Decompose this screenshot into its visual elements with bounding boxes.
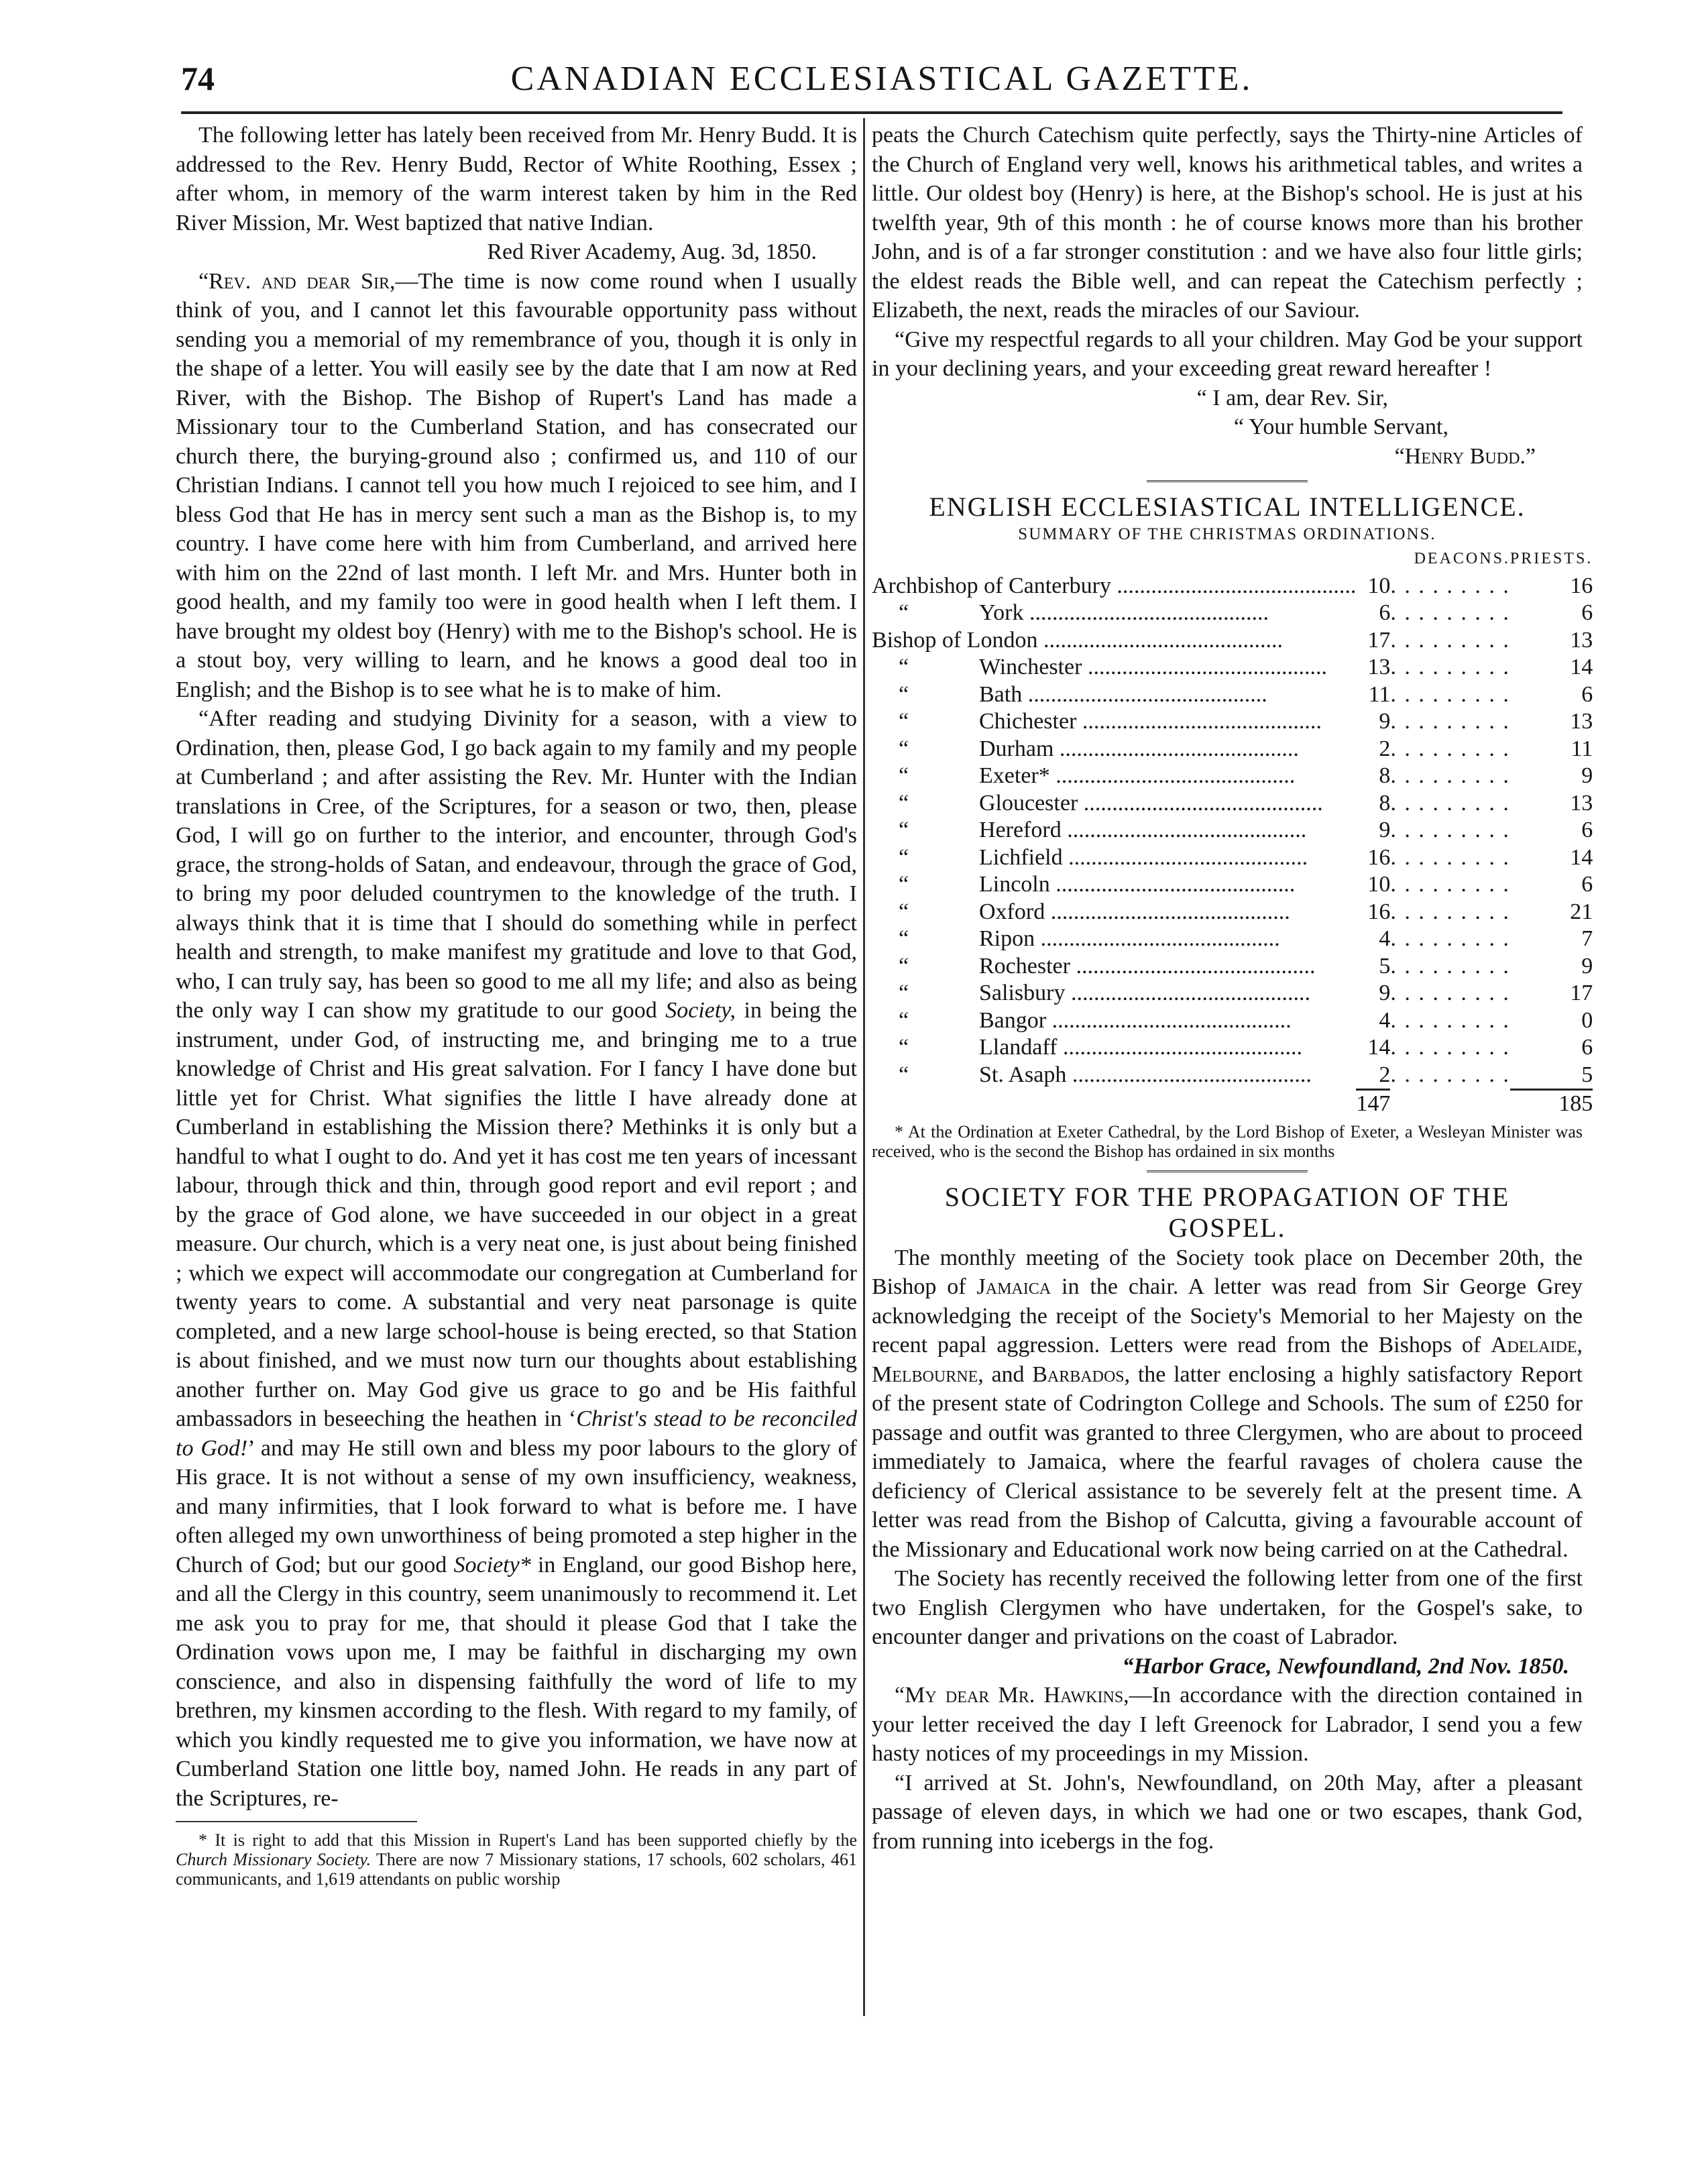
section-divider: [1147, 480, 1308, 482]
leader-dots: ..........................................: [1070, 953, 1316, 979]
ordination-row: [872, 708, 1593, 736]
ordination-footnote: * At the Ordination at Exeter Cathedral, by the Lord Bishop of Exeter, a Wesleyan Minister was received, who is the second the Bishop has ordained in six months: [872, 1121, 1583, 1161]
diocese-label: Salisbury: [979, 981, 1066, 1005]
ditto-mark: “: [899, 1035, 909, 1060]
diocese-label: St. Asaph: [979, 1062, 1067, 1088]
leader-dots: . . . . . . . . .: [1390, 872, 1510, 897]
page-header: [181, 59, 1583, 106]
footnote-rule: [176, 1821, 417, 1822]
leader-dots: . . . . . . . . .: [1390, 655, 1510, 679]
priests-count: 5: [1581, 1062, 1593, 1087]
diocese-name: [872, 654, 1356, 681]
diocese-name: [872, 708, 1356, 736]
ordination-row: [872, 844, 1593, 872]
leader-dots: ..........................................: [1046, 1007, 1292, 1033]
ditto-mark: “: [899, 872, 909, 897]
priests-count: 21: [1570, 899, 1593, 924]
ditto-mark: “: [899, 655, 909, 679]
jamaica-smallcaps: Jamaica: [976, 1274, 1051, 1299]
ditto-mark: “: [899, 981, 909, 1005]
society-footnote-ref: Society*: [453, 1552, 531, 1577]
ordination-row: [872, 1062, 1593, 1090]
diocese-label: Bangor: [979, 1007, 1047, 1033]
priests-count: 11: [1571, 736, 1593, 761]
footnote-text-b: There are now 7 Missionary stations, 17 schools, 602 scholars, 461 communicants, and 1,619 attendants on public worship: [176, 1850, 858, 1889]
footnote-text-a: * It is right to add that this Mission in Rupert's Land has been supported chiefly by the: [198, 1830, 857, 1850]
page-number: 74: [181, 60, 215, 97]
leader-dots: ..........................................: [1078, 790, 1323, 816]
leader-dots: ..........................................: [1111, 573, 1357, 598]
ditto-mark: “: [899, 709, 909, 734]
diocese-name: [872, 573, 1356, 600]
leader-dots: ..........................................: [1035, 926, 1280, 951]
diocese-label: Exeter*: [979, 763, 1050, 788]
letter-salutation: “Rev. and dear Sir,: [198, 268, 396, 294]
intro-paragraph: The following letter has lately been received from Mr. Henry Budd. It is addressed to the Rev. Henry Budd, Rector of White Roothing, Essex ; after whom, in memory of the warm interest taken by him in the Red River Mission, Mr. West baptized that native Indian.: [176, 123, 857, 235]
ditto-mark: “: [899, 681, 909, 707]
diocese-name: [872, 763, 1356, 790]
column-divider: [863, 118, 865, 2016]
letter-body-2b: in being the instrument, under God, of instructing me, and bringing me to a true knowledge of Christ and His great salvation. For I fancy I have done but little yet for Christ. What signifies the little I have already done at Cumberland in establishing the Mission there? Methinks it is only but a handful to what I ought to do. And yet it has cost me ten years of incessant labour, through thick and thin, through good report and evil report ; and by the grace of God alone, we have succeeded in our object in a great measure. Our church, which is a very neat one, is just about being finished ; which we expect will accommodate our congregation at Cumberland for twenty years to come. A substantial and very neat parsonage is quite completed, and a new large school-house is being erected, so that Station is about finished, and we must now turn our thoughts about establishing another further on. May God give us grace to go and be His faithful ambassadors in beseeching the heathen in ‘: [176, 998, 857, 1431]
priests-count: 6: [1581, 818, 1593, 842]
deacons-count: 9: [1379, 981, 1391, 1005]
leader-dots: ..........................................: [1066, 1062, 1312, 1088]
priests-count: 13: [1570, 790, 1593, 816]
diocese-label: Gloucester: [979, 790, 1078, 816]
priests-column-header: PRIESTS.: [1510, 550, 1593, 567]
diocese-name: [872, 1034, 1356, 1062]
deacons-count: 10: [1367, 872, 1391, 897]
diocese-label: Oxford: [979, 899, 1045, 924]
priests-count: 6: [1581, 872, 1593, 897]
closing-line-2: “ Your humble Servant,: [1233, 414, 1448, 439]
ordination-row: [872, 871, 1593, 899]
ordination-row: [872, 627, 1593, 655]
diocese-label: Durham: [979, 736, 1054, 761]
diocese-name: [872, 980, 1356, 1007]
ordination-row: [872, 953, 1593, 981]
leader-dots: . . . . . . . . .: [1390, 1007, 1510, 1033]
diocese-label: Archbishop of Canterbury: [872, 573, 1111, 598]
leader-dots: ..........................................: [1076, 709, 1322, 734]
spg-paragraph-1: [872, 1243, 1583, 1565]
priests-count: 9: [1581, 763, 1593, 788]
diocese-label: Hereford: [979, 818, 1062, 842]
ordination-row: [872, 654, 1593, 681]
leader-dots: . . . . . . . . .: [1390, 736, 1510, 761]
leader-dots: . . . . . . . . .: [1390, 926, 1510, 951]
deacons-count: 2: [1379, 1062, 1391, 1087]
diocese-name: [872, 790, 1356, 818]
totals-gap: [1390, 1090, 1510, 1118]
diocese-label: Lichfield: [979, 844, 1063, 870]
deacons-count: 10: [1367, 573, 1391, 598]
ordination-row: [872, 980, 1593, 1007]
diocese-name: [872, 600, 1356, 627]
ordination-row: [872, 1007, 1593, 1035]
spg-text-a: The monthly meeting of the Society took place on December 20th, the Bishop of: [872, 1245, 1583, 1299]
diocese-name: [872, 627, 1356, 655]
ordination-row: [872, 926, 1593, 953]
spg-heading-line-2: GOSPEL.: [1168, 1212, 1286, 1243]
diocese-name: [872, 899, 1356, 926]
leader-dots: . . . . . . . . .: [1390, 1035, 1510, 1060]
diocese-label: Lincoln: [979, 872, 1050, 897]
diocese-label: Rochester: [979, 953, 1070, 979]
hawkins-salutation: “My dear Mr. Hawkins,: [895, 1683, 1129, 1708]
letter-continuation: peats the Church Catechism quite perfectly, says the Thirty-nine Articles of the Church of England very well, knows his arithmetical tables, and writes a little. Our oldest boy (Henry) is here, at the Bishop's school. He is just at his twelfth year, 9th of this month : he of course knows more than his brother John, and is of a far stronger constitution : and we have also four little girls; the eldest reads the Bible well, and can repeat the Catechism perfectly ; Elizabeth, the next, reads the miracles of our Saviour.: [872, 123, 1583, 323]
deacons-count: 2: [1379, 736, 1391, 761]
hawkins-body: —In accordance with the direction contained in your letter received the day I left Greenock for Labrador, I send you a few hasty notices of my proceedings in my Mission.: [872, 1683, 1583, 1766]
ditto-mark: “: [899, 1007, 909, 1033]
leader-dots: . . . . . . . . .: [1390, 818, 1510, 842]
priests-count: 9: [1581, 953, 1593, 979]
regards-paragraph: “Give my respectful regards to all your children. May God be your support in your declining years, and your exceeding great reward hereafter !: [872, 327, 1583, 381]
ordinations-table: [872, 545, 1593, 1118]
ditto-mark: “: [899, 600, 909, 625]
deacons-count: 16: [1367, 899, 1391, 924]
right-column: [872, 121, 1593, 1856]
spg-heading-line-1: SOCIETY FOR THE PROPAGATION OF THE: [944, 1181, 1510, 1212]
leader-dots: . . . . . . . . .: [1390, 790, 1510, 816]
priests-count: 6: [1581, 600, 1593, 625]
spg-paragraph-2: The Society has recently received the following letter from one of the first two English Clergymen who have undertaken, for the Gospel's sake, to encounter danger and privations on the coast of Labrador.: [872, 1566, 1583, 1649]
ditto-mark: “: [899, 790, 909, 816]
ditto-mark: “: [899, 844, 909, 870]
deacons-count: 4: [1379, 926, 1391, 951]
deacons-count: 11: [1368, 681, 1391, 707]
leader-dots: ..........................................: [1045, 899, 1290, 924]
diocese-name: [872, 817, 1356, 844]
priests-count: 6: [1581, 1035, 1593, 1060]
priests-count: 16: [1570, 573, 1593, 598]
diocese-name: [872, 926, 1356, 953]
ditto-mark: “: [899, 1062, 909, 1088]
diocese-label: Bishop of London: [872, 627, 1038, 653]
left-column: [176, 121, 857, 1889]
ordinations-header-row: [872, 545, 1593, 573]
ditto-mark: “: [899, 899, 909, 924]
leader-dots: . . . . . . . . .: [1390, 600, 1510, 625]
deacons-count: 8: [1379, 763, 1391, 788]
footnote-italic: Church Missionary Society.: [176, 1850, 371, 1869]
diocese-name: [872, 871, 1356, 899]
letter-body-2c: ’ and may He still own and bless my poor labours to the glory of His grace. It is not without a sense of my own insufficiency, weakness, and many infirmities, that I look forward to what is before me. I have often alleged my own unworthiness of being promoted a step higher in the Church of God; but our good: [176, 1435, 858, 1577]
diocese-label: Ripon: [979, 926, 1035, 951]
deacons-count: 16: [1367, 844, 1391, 870]
footnote: [176, 1830, 857, 1889]
section-divider-2: [1147, 1170, 1308, 1172]
deacons-count: 9: [1379, 709, 1391, 734]
diocese-name: [872, 681, 1356, 709]
diocese-label: Llandaff: [979, 1035, 1058, 1060]
leader-dots: . . . . . . . . .: [1390, 844, 1510, 870]
leader-dots: ..........................................: [1082, 655, 1327, 679]
deacons-count: 13: [1367, 655, 1391, 679]
christ-quote-italic: Christ's stead to be reconciled to God!: [176, 1406, 858, 1461]
diocese-name: [872, 844, 1356, 872]
deacons-count: 17: [1367, 627, 1391, 653]
ordination-row: [872, 763, 1593, 790]
priests-count: 13: [1570, 709, 1593, 734]
ditto-mark: “: [899, 763, 909, 788]
totals-spacer: [872, 1090, 1356, 1118]
letter-body-1: —The time is now come round when I usually think of you, and I cannot let this favourable opportunity pass without sending you a memorial of my remembrance of you, though it is only in the shape of a letter. You will easily see by the date that I am now at Red River, with the Bishop. The Bishop of Rupert's Land has made a Missionary tour to the Cumberland Station, and has consecrated our church there, the burying-ground also ; confirmed us, and 110 of our Christian Indians. I cannot tell you how much I rejoiced to see him, and I bless God that He has in mercy sent such a man as the Bishop is, to my country. I have come here with him from Cumberland, and arrived here with him on the 22nd of last month. I left Mr. and Mrs. Hunter both in good health, and my family too were in good health when I left them. I have brought my oldest boy (Henry) with me to the Bishop's school. He is a stout boy, very willing to learn, and he knows a good deal too in English; and the Bishop is to see what he is to make of him.: [176, 268, 858, 702]
closing-line-1: “ I am, dear Rev. Sir,: [1196, 385, 1388, 410]
diocese-name: [872, 1007, 1356, 1035]
letter-paragraph-2: [176, 704, 857, 1813]
ordination-row: [872, 790, 1593, 818]
leader-dots: . . . . . . . . .: [1390, 899, 1510, 924]
leader-dots: ..........................................: [1023, 600, 1269, 625]
priests-count: 13: [1570, 627, 1593, 653]
ordination-row: [872, 573, 1593, 600]
diocese-name: [872, 1062, 1356, 1090]
labrador-dateline: “Harbor Grace, Newfoundland, 2nd Nov. 1850.: [1122, 1653, 1569, 1679]
leader-dots: ..........................................: [1049, 763, 1296, 788]
diocese-label: Chichester: [979, 709, 1077, 734]
deacons-count: 8: [1379, 790, 1391, 816]
deacons-count: 9: [1379, 818, 1391, 842]
diocese-name: [872, 953, 1356, 981]
diocese-label: York: [979, 600, 1024, 625]
totals-row: [872, 1090, 1593, 1118]
letter-body-2d: in England, our good Bishop here, and all the Clergy in this country, seem unanimously to recommend it. Let me ask you to pray for me, that should it please God that I take the Ordination vows upon me, I may be faithful in discharging my own conscience, and also in dispensing faithfully the word of life to my brethren, my kinsmen according to the flesh. With regard to my family, of which you kindly requested me to give you information, we have now at Cumberland Station one little boy, named John. He reads in any part of the Scriptures, re-: [176, 1552, 858, 1811]
leader-dots: . . . . . . . . .: [1390, 953, 1510, 979]
total-deacons: 147: [1356, 1090, 1390, 1118]
leader-dots: ..........................................: [1022, 681, 1267, 707]
priests-count: 6: [1581, 681, 1593, 707]
hawkins-paragraph: [872, 1681, 1583, 1769]
deacons-column-header: DEACONS.: [1414, 550, 1510, 567]
leader-dots: ..........................................: [1054, 736, 1299, 761]
header-rule: [181, 111, 1562, 114]
leader-dots: . . . . . . . . .: [1390, 627, 1510, 653]
priests-count: 17: [1570, 981, 1593, 1005]
diocese-label: Bath: [979, 681, 1023, 707]
signature: “Henry Budd.”: [1394, 443, 1536, 469]
ordinations-subheading: SUMMARY OF THE CHRISTMAS ORDINATIONS.: [1018, 525, 1436, 543]
leader-dots: . . . . . . . . .: [1390, 981, 1510, 1005]
leader-dots: . . . . . . . . .: [1390, 763, 1510, 788]
leader-dots: . . . . . . . . .: [1390, 709, 1510, 734]
english-intelligence-heading: ENGLISH ECCLESIASTICAL INTELLIGENCE.: [929, 492, 1526, 522]
priests-count: 0: [1581, 1007, 1593, 1033]
leader-dots: ..........................................: [1037, 627, 1283, 653]
ordination-row: [872, 817, 1593, 844]
deacons-count: 6: [1379, 600, 1391, 625]
ordination-row: [872, 1034, 1593, 1062]
leader-dots: ..........................................: [1061, 818, 1307, 842]
leader-dots: ..........................................: [1049, 872, 1296, 897]
leader-dots: . . . . . . . . .: [1390, 681, 1510, 707]
society-italic: Society,: [665, 998, 736, 1023]
ordination-row: [872, 899, 1593, 926]
letter-body-2a: “After reading and studying Divinity for a season, with a view to Ordination, then, please God, I go back again to my family and my people at Cumberland ; and after assisting the Rev. Mr. Hunter with the Indian translations in Cree, of the Scriptures, for a season or two, then, please God, I will go on further to the interior, and encounter, through God's grace, the strong-holds of Satan, and endeavour, through the grace of God, to bring my poor deluded countrymen to the knowledge of the truth. I always think that it is time that I should do something while in perfect health and strength, to make manifest my gratitude and love to that God, who, I can truly say, has been so good to me all my life; and also as being the only way I can show my gratitude to our good: [176, 706, 857, 1023]
spg-text-c: and: [983, 1362, 1033, 1387]
deacons-count: 14: [1367, 1035, 1391, 1060]
ordination-row: [872, 681, 1593, 709]
ditto-mark: “: [899, 818, 909, 842]
diocese-name: [872, 736, 1356, 763]
priests-count: 14: [1570, 844, 1593, 870]
priests-count: 7: [1581, 926, 1593, 951]
barbados-smallcaps: Barbados,: [1032, 1362, 1131, 1387]
letter-dateline: Red River Academy, Aug. 3d, 1850.: [487, 239, 817, 264]
diocese-label: Winchester: [979, 655, 1082, 679]
leader-dots: . . . . . . . . .: [1390, 1062, 1510, 1088]
adelaide-melbourne-smallcaps: Adelaide, Melbourne,: [872, 1333, 1583, 1387]
letter-paragraph-1: [176, 267, 857, 705]
running-title: CANADIAN ECCLESIASTICAL GAZETTE.: [510, 60, 1253, 98]
spg-text-d: the latter enclosing a highly satisfactory Report of the present state of Codrington College and Schools. The sum of £250 for passage and outfit was granted to three Clergymen, who are about to proceed immediately to Jamaica, where the fearful ravages of cholera cause the deficiency of Clerical assistance to be severely felt at the present time. A letter was read from the Bishop of Calcutta, giving a favourable account of the Missionary and Educational work now being carried on at the Cathedral.: [872, 1362, 1583, 1562]
deacons-count: 5: [1379, 953, 1391, 979]
ordination-row: [872, 736, 1593, 763]
spg-text-b: in the chair. A letter was read from Sir George Grey acknowledging the receipt of the Society's Memorial to her Majesty on the recent papal aggression. Letters were read from the Bishops of: [872, 1274, 1583, 1357]
leader-dots: ..........................................: [1065, 981, 1310, 1005]
ordination-row: [872, 600, 1593, 627]
ditto-mark: “: [899, 926, 909, 951]
ditto-mark: “: [899, 953, 909, 979]
ditto-mark: “: [899, 736, 909, 761]
leader-dots: ..........................................: [1062, 844, 1308, 870]
leader-dots: ..........................................: [1057, 1035, 1302, 1060]
deacons-count: 4: [1379, 1007, 1391, 1033]
priests-count: 14: [1570, 655, 1593, 679]
arrival-paragraph: “I arrived at St. John's, Newfoundland, on 20th May, after a pleasant passage of eleven days, in which we had one or two escapes, thank God, from running into icebergs in the fog.: [872, 1770, 1583, 1854]
total-priests: 185: [1510, 1090, 1593, 1118]
leader-dots: . . . . . . . . .: [1390, 573, 1510, 598]
